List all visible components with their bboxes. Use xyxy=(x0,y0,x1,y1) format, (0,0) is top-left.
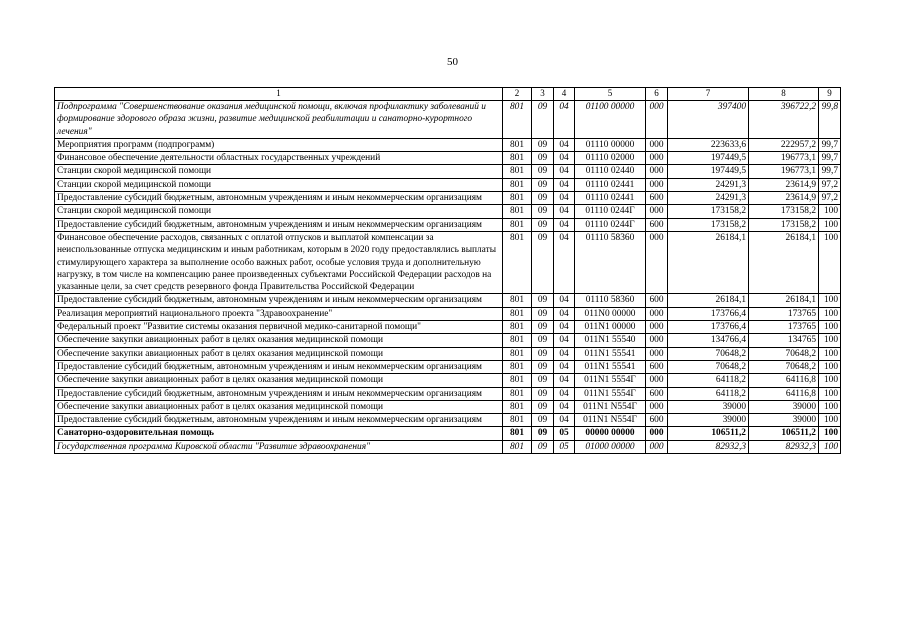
cell-section: 09 xyxy=(532,138,554,151)
cell-ministry: 801 xyxy=(503,152,532,165)
row-name: Обеспечение закупки авиационных работ в целях оказания медицинской помощи xyxy=(55,374,503,387)
cell-percent: 100 xyxy=(819,231,841,293)
cell-subsection: 05 xyxy=(554,440,575,453)
cell-planned: 106511,2 xyxy=(668,427,749,440)
table-row xyxy=(55,307,841,320)
cell-planned: 173766,4 xyxy=(668,307,749,320)
cell-expense-type: 000 xyxy=(646,205,668,218)
cell-section: 09 xyxy=(532,387,554,400)
cell-target-article: 01110 02441 xyxy=(575,178,646,191)
cell-subsection: 04 xyxy=(554,294,575,307)
row-name: Обеспечение закупки авиационных работ в целях оказания медицинской помощи xyxy=(55,400,503,413)
cell-ministry: 801 xyxy=(503,414,532,427)
cell-ministry: 801 xyxy=(503,400,532,413)
cell-percent: 100 xyxy=(819,205,841,218)
cell-section: 09 xyxy=(532,360,554,373)
cell-planned: 173766,4 xyxy=(668,321,749,334)
cell-expense-type: 000 xyxy=(646,152,668,165)
cell-planned: 64118,2 xyxy=(668,387,749,400)
cell-planned: 24291,3 xyxy=(668,192,749,205)
cell-expense-type: 600 xyxy=(646,387,668,400)
column-header: 2 xyxy=(503,88,532,101)
cell-percent: 97,2 xyxy=(819,178,841,191)
cell-target-article: 011N1 55541 xyxy=(575,347,646,360)
page-number: 50 xyxy=(447,56,458,68)
cell-target-article: 01110 0244Г xyxy=(575,218,646,231)
cell-target-article: 01110 00000 xyxy=(575,138,646,151)
cell-percent: 97,2 xyxy=(819,192,841,205)
cell-ministry: 801 xyxy=(503,231,532,293)
row-name: Станции скорой медицинской помощи xyxy=(55,165,503,178)
cell-target-article: 011N1 5554Г xyxy=(575,374,646,387)
cell-executed: 173158,2 xyxy=(749,218,819,231)
cell-ministry: 801 xyxy=(503,334,532,347)
cell-subsection: 04 xyxy=(554,218,575,231)
cell-target-article: 011N0 00000 xyxy=(575,307,646,320)
column-header: 1 xyxy=(55,88,503,101)
cell-planned: 39000 xyxy=(668,400,749,413)
cell-subsection: 05 xyxy=(554,427,575,440)
cell-expense-type: 000 xyxy=(646,440,668,453)
table-row xyxy=(55,165,841,178)
table-row xyxy=(55,178,841,191)
cell-executed: 173765 xyxy=(749,321,819,334)
column-header: 9 xyxy=(819,88,841,101)
cell-ministry: 801 xyxy=(503,294,532,307)
cell-target-article: 011N1 N554Г xyxy=(575,400,646,413)
cell-executed: 64116,8 xyxy=(749,387,819,400)
cell-subsection: 04 xyxy=(554,307,575,320)
cell-percent: 100 xyxy=(819,440,841,453)
cell-section: 09 xyxy=(532,334,554,347)
cell-section: 09 xyxy=(532,101,554,139)
row-name: Финансовое обеспечение расходов, связанных с оплатой отпусков и выплатой компенсации за неиспользованные отпуска медицинским и иным работникам, которым в 2020 году предоставлялись выплаты стимулирующего характера за выполнение особо важных работ, особые условия труда и дополнительную нагрузку, в том числе на компенсацию ранее произведенных субъектами Российской Федерации расходов на указанные цели, за счет средств резервного фонда Правительства Российской Федерации xyxy=(55,231,503,293)
cell-target-article: 011N1 00000 xyxy=(575,321,646,334)
cell-percent: 100 xyxy=(819,427,841,440)
cell-subsection: 04 xyxy=(554,400,575,413)
cell-percent: 99,7 xyxy=(819,138,841,151)
cell-percent: 100 xyxy=(819,307,841,320)
cell-planned: 397400 xyxy=(668,101,749,139)
cell-percent: 100 xyxy=(819,218,841,231)
cell-target-article: 01000 00000 xyxy=(575,440,646,453)
cell-ministry: 801 xyxy=(503,218,532,231)
cell-section: 09 xyxy=(532,178,554,191)
cell-percent: 99,7 xyxy=(819,152,841,165)
cell-section: 09 xyxy=(532,347,554,360)
cell-subsection: 04 xyxy=(554,165,575,178)
cell-planned: 70648,2 xyxy=(668,347,749,360)
table-row xyxy=(55,192,841,205)
cell-subsection: 04 xyxy=(554,334,575,347)
cell-planned: 26184,1 xyxy=(668,294,749,307)
cell-expense-type: 000 xyxy=(646,101,668,139)
cell-subsection: 04 xyxy=(554,178,575,191)
row-name: Предоставление субсидий бюджетным, автономным учреждениям и иным некоммерческим организациям xyxy=(55,387,503,400)
table-row xyxy=(55,440,841,453)
cell-section: 09 xyxy=(532,205,554,218)
cell-target-article: 011N1 5554Г xyxy=(575,387,646,400)
table-row xyxy=(55,152,841,165)
row-name: Федеральный проект "Развитие системы оказания первичной медико-санитарной помощи" xyxy=(55,321,503,334)
cell-executed: 82932,3 xyxy=(749,440,819,453)
cell-executed: 23614,9 xyxy=(749,192,819,205)
cell-section: 09 xyxy=(532,192,554,205)
table-row xyxy=(55,347,841,360)
cell-subsection: 04 xyxy=(554,192,575,205)
cell-planned: 39000 xyxy=(668,414,749,427)
cell-target-article: 01100 00000 xyxy=(575,101,646,139)
column-header: 5 xyxy=(575,88,646,101)
table-row xyxy=(55,231,841,293)
row-name: Предоставление субсидий бюджетным, автономным учреждениям и иным некоммерческим организациям xyxy=(55,414,503,427)
row-name: Реализация мероприятий национального проекта "Здравоохранение" xyxy=(55,307,503,320)
cell-subsection: 04 xyxy=(554,360,575,373)
row-name: Станции скорой медицинской помощи xyxy=(55,205,503,218)
cell-target-article: 01110 02441 xyxy=(575,192,646,205)
cell-executed: 26184,1 xyxy=(749,294,819,307)
row-name: Предоставление субсидий бюджетным, автономным учреждениям и иным некоммерческим организациям xyxy=(55,192,503,205)
cell-target-article: 01110 58360 xyxy=(575,231,646,293)
cell-ministry: 801 xyxy=(503,165,532,178)
cell-section: 09 xyxy=(532,294,554,307)
column-header: 6 xyxy=(646,88,668,101)
cell-expense-type: 600 xyxy=(646,294,668,307)
cell-ministry: 801 xyxy=(503,347,532,360)
row-name: Подпрограмма "Совершенствование оказания медицинской помощи, включая профилактику заболеваний и формирование здорового образа жизни, развитие медицинской реабилитации и санаторно-курортного лечения" xyxy=(55,101,503,139)
cell-percent: 100 xyxy=(819,387,841,400)
cell-percent: 100 xyxy=(819,294,841,307)
cell-section: 09 xyxy=(532,231,554,293)
cell-expense-type: 000 xyxy=(646,231,668,293)
cell-expense-type: 000 xyxy=(646,374,668,387)
row-name: Санаторно-оздоровительная помощь xyxy=(55,427,503,440)
cell-ministry: 801 xyxy=(503,205,532,218)
cell-target-article: 01110 0244Г xyxy=(575,205,646,218)
column-header: 4 xyxy=(554,88,575,101)
cell-planned: 197449,5 xyxy=(668,152,749,165)
cell-section: 09 xyxy=(532,414,554,427)
cell-section: 09 xyxy=(532,440,554,453)
cell-planned: 64118,2 xyxy=(668,374,749,387)
cell-executed: 396722,2 xyxy=(749,101,819,139)
cell-percent: 99,7 xyxy=(819,165,841,178)
cell-ministry: 801 xyxy=(503,101,532,139)
column-header: 3 xyxy=(532,88,554,101)
cell-ministry: 801 xyxy=(503,192,532,205)
cell-expense-type: 000 xyxy=(646,347,668,360)
table-header-row xyxy=(55,88,841,101)
column-header: 7 xyxy=(668,88,749,101)
cell-expense-type: 600 xyxy=(646,414,668,427)
cell-percent: 100 xyxy=(819,414,841,427)
cell-executed: 134765 xyxy=(749,334,819,347)
cell-executed: 70648,2 xyxy=(749,360,819,373)
cell-target-article: 00000 00000 xyxy=(575,427,646,440)
cell-section: 09 xyxy=(532,307,554,320)
cell-subsection: 04 xyxy=(554,205,575,218)
cell-executed: 23614,9 xyxy=(749,178,819,191)
cell-executed: 173158,2 xyxy=(749,205,819,218)
row-name: Обеспечение закупки авиационных работ в целях оказания медицинской помощи xyxy=(55,334,503,347)
cell-expense-type: 000 xyxy=(646,165,668,178)
cell-planned: 173158,2 xyxy=(668,205,749,218)
cell-expense-type: 600 xyxy=(646,360,668,373)
cell-executed: 196773,1 xyxy=(749,165,819,178)
cell-target-article: 011N1 N554Г xyxy=(575,414,646,427)
cell-ministry: 801 xyxy=(503,138,532,151)
table-row xyxy=(55,218,841,231)
row-name: Предоставление субсидий бюджетным, автономным учреждениям и иным некоммерческим организациям xyxy=(55,294,503,307)
cell-ministry: 801 xyxy=(503,374,532,387)
cell-expense-type: 000 xyxy=(646,334,668,347)
cell-percent: 100 xyxy=(819,321,841,334)
cell-percent: 99,8 xyxy=(819,101,841,139)
cell-percent: 100 xyxy=(819,334,841,347)
cell-executed: 173765 xyxy=(749,307,819,320)
cell-expense-type: 600 xyxy=(646,218,668,231)
cell-target-article: 011N1 55541 xyxy=(575,360,646,373)
table-row xyxy=(55,334,841,347)
row-name: Мероприятия программ (подпрограмм) xyxy=(55,138,503,151)
cell-ministry: 801 xyxy=(503,387,532,400)
cell-executed: 196773,1 xyxy=(749,152,819,165)
table-row xyxy=(55,205,841,218)
cell-expense-type: 600 xyxy=(646,192,668,205)
cell-section: 09 xyxy=(532,152,554,165)
cell-subsection: 04 xyxy=(554,101,575,139)
table-row xyxy=(55,101,841,139)
cell-executed: 106511,2 xyxy=(749,427,819,440)
cell-expense-type: 000 xyxy=(646,321,668,334)
cell-section: 09 xyxy=(532,400,554,413)
table-row xyxy=(55,400,841,413)
table-row xyxy=(55,374,841,387)
cell-ministry: 801 xyxy=(503,307,532,320)
cell-executed: 26184,1 xyxy=(749,231,819,293)
cell-target-article: 01110 02440 xyxy=(575,165,646,178)
cell-subsection: 04 xyxy=(554,152,575,165)
cell-target-article: 01110 58360 xyxy=(575,294,646,307)
table-row xyxy=(55,427,841,440)
cell-ministry: 801 xyxy=(503,427,532,440)
budget-table xyxy=(54,87,841,454)
cell-expense-type: 000 xyxy=(646,427,668,440)
cell-expense-type: 000 xyxy=(646,138,668,151)
row-name: Обеспечение закупки авиационных работ в целях оказания медицинской помощи xyxy=(55,347,503,360)
cell-executed: 64116,8 xyxy=(749,374,819,387)
cell-planned: 223633,6 xyxy=(668,138,749,151)
table-row xyxy=(55,321,841,334)
cell-ministry: 801 xyxy=(503,321,532,334)
row-name: Предоставление субсидий бюджетным, автономным учреждениям и иным некоммерческим организациям xyxy=(55,360,503,373)
cell-expense-type: 000 xyxy=(646,178,668,191)
cell-subsection: 04 xyxy=(554,387,575,400)
table-row xyxy=(55,138,841,151)
cell-executed: 39000 xyxy=(749,400,819,413)
cell-planned: 70648,2 xyxy=(668,360,749,373)
cell-subsection: 04 xyxy=(554,231,575,293)
cell-executed: 70648,2 xyxy=(749,347,819,360)
table-row xyxy=(55,414,841,427)
cell-planned: 26184,1 xyxy=(668,231,749,293)
cell-ministry: 801 xyxy=(503,178,532,191)
row-name: Государственная программа Кировской области "Развитие здравоохранения" xyxy=(55,440,503,453)
cell-percent: 100 xyxy=(819,360,841,373)
cell-subsection: 04 xyxy=(554,374,575,387)
cell-planned: 197449,5 xyxy=(668,165,749,178)
cell-executed: 39000 xyxy=(749,414,819,427)
table-row xyxy=(55,387,841,400)
cell-percent: 100 xyxy=(819,347,841,360)
cell-ministry: 801 xyxy=(503,360,532,373)
cell-section: 09 xyxy=(532,218,554,231)
cell-expense-type: 000 xyxy=(646,307,668,320)
row-name: Финансовое обеспечение деятельности областных государственных учреждений xyxy=(55,152,503,165)
cell-planned: 173158,2 xyxy=(668,218,749,231)
cell-executed: 222957,2 xyxy=(749,138,819,151)
cell-planned: 24291,3 xyxy=(668,178,749,191)
cell-target-article: 01110 02000 xyxy=(575,152,646,165)
cell-percent: 100 xyxy=(819,400,841,413)
cell-subsection: 04 xyxy=(554,138,575,151)
table-row xyxy=(55,294,841,307)
cell-expense-type: 000 xyxy=(646,400,668,413)
cell-subsection: 04 xyxy=(554,347,575,360)
cell-section: 09 xyxy=(532,321,554,334)
cell-section: 09 xyxy=(532,427,554,440)
cell-subsection: 04 xyxy=(554,321,575,334)
cell-section: 09 xyxy=(532,374,554,387)
cell-ministry: 801 xyxy=(503,440,532,453)
cell-section: 09 xyxy=(532,165,554,178)
cell-percent: 100 xyxy=(819,374,841,387)
row-name: Предоставление субсидий бюджетным, автономным учреждениям и иным некоммерческим организациям xyxy=(55,218,503,231)
column-header: 8 xyxy=(749,88,819,101)
cell-planned: 82932,3 xyxy=(668,440,749,453)
cell-planned: 134766,4 xyxy=(668,334,749,347)
cell-target-article: 011N1 55540 xyxy=(575,334,646,347)
table-row xyxy=(55,360,841,373)
row-name: Станции скорой медицинской помощи xyxy=(55,178,503,191)
cell-subsection: 04 xyxy=(554,414,575,427)
